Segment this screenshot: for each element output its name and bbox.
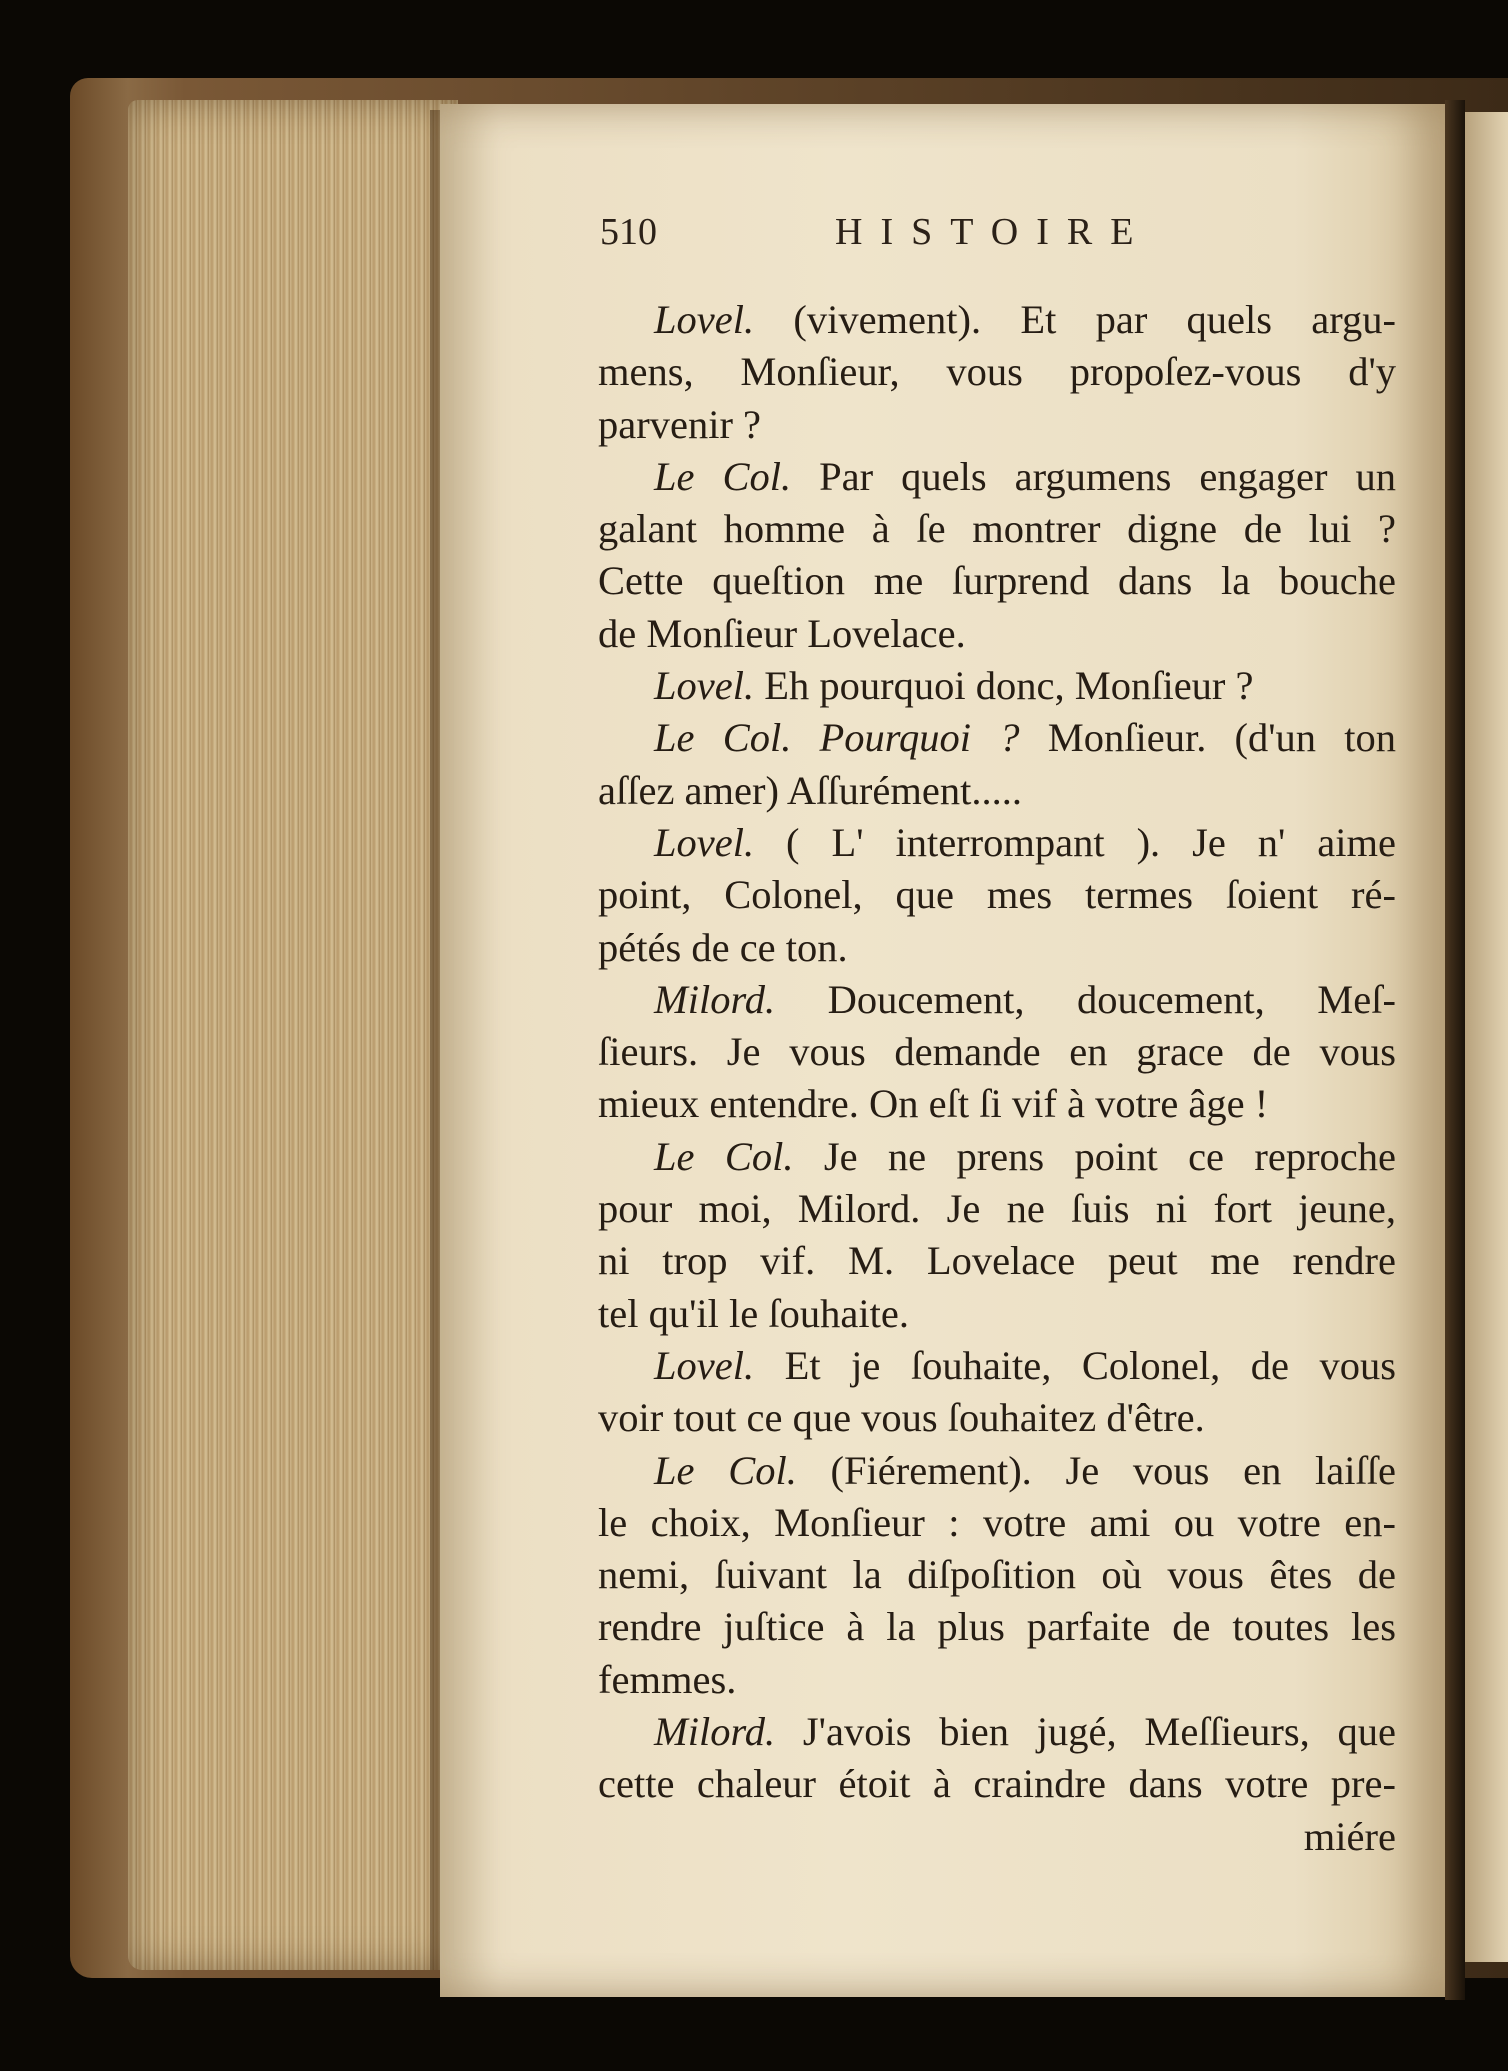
line-text: aſſez amer) Aſſurément..... bbox=[598, 767, 1022, 813]
text-line bbox=[598, 451, 1396, 503]
text-line bbox=[598, 1026, 1396, 1078]
page-number: 510 bbox=[600, 211, 657, 253]
text-line bbox=[598, 399, 1396, 451]
line-text: (vivement). Et par quels argu- bbox=[754, 297, 1396, 342]
text-line bbox=[598, 765, 1396, 817]
line-text: Doucement, doucement, Meſ- bbox=[775, 976, 1396, 1022]
text-line bbox=[598, 974, 1396, 1026]
line-text: tel qu'il le ſouhaite. bbox=[598, 1290, 909, 1336]
text-line bbox=[598, 1183, 1396, 1235]
line-text: de Monſieur Lovelace. bbox=[598, 610, 966, 656]
text-line bbox=[598, 1811, 1396, 1863]
text-line bbox=[598, 555, 1396, 607]
text-line bbox=[598, 1235, 1396, 1287]
line-text: Eh pourquoi donc, Monſieur ? bbox=[754, 663, 1254, 709]
text-line bbox=[598, 294, 1396, 346]
page-header bbox=[600, 210, 1300, 270]
line-text: Par quels argumens engager un bbox=[791, 453, 1396, 499]
text-line bbox=[598, 1497, 1396, 1549]
line-text: pétés de ce ton. bbox=[598, 924, 848, 970]
line-text: femmes. bbox=[598, 1656, 737, 1702]
line-text: Et je ſouhaite, Colonel, de vous bbox=[754, 1342, 1396, 1388]
text-line bbox=[598, 1654, 1396, 1706]
text-line bbox=[598, 869, 1396, 921]
facing-page-edge bbox=[1462, 112, 1508, 1962]
text-line bbox=[598, 712, 1396, 764]
page-block-edges bbox=[128, 100, 458, 1970]
line-text: le choix, Monſieur : votre ami ou votre en- bbox=[598, 1499, 1396, 1545]
text-line bbox=[598, 1445, 1396, 1497]
text-line bbox=[598, 1706, 1396, 1758]
line-text: miére bbox=[1303, 1813, 1396, 1859]
line-text: parvenir ? bbox=[598, 401, 762, 447]
text-line bbox=[598, 1340, 1396, 1392]
line-text: (Fiérement). Je vous en laiſſe bbox=[796, 1447, 1396, 1493]
speaker-name: Le Col. Pourquoi ? bbox=[654, 715, 1020, 761]
text-line bbox=[598, 1078, 1396, 1130]
text-line bbox=[598, 1758, 1396, 1810]
speaker-name: Milord. bbox=[654, 1709, 776, 1755]
text-line bbox=[598, 608, 1396, 660]
line-text: Monſieur. (d'un ton bbox=[1019, 715, 1397, 761]
speaker-name: Milord. bbox=[654, 976, 776, 1022]
line-text: ( L' interrompant ). Je n' aime bbox=[754, 819, 1396, 865]
line-text: mieux entendre. On eſt ſi vif à votre âge ! bbox=[598, 1081, 1269, 1127]
line-text: voir tout ce que vous ſouhaitez d'être. bbox=[598, 1395, 1205, 1441]
speaker-name: Le Col. bbox=[654, 1447, 797, 1493]
text-line bbox=[598, 817, 1396, 869]
running-head: HISTOIRE bbox=[835, 211, 1152, 253]
speaker-name: Le Col. bbox=[654, 1133, 794, 1179]
text-line bbox=[598, 346, 1396, 398]
text-line bbox=[598, 1601, 1396, 1653]
speaker-name: Lovel. bbox=[654, 663, 755, 709]
speaker-name: Lovel. bbox=[654, 297, 755, 342]
line-text: point, Colonel, que mes termes ſoient ré- bbox=[598, 872, 1396, 918]
speaker-name: Le Col. bbox=[654, 453, 792, 499]
line-text: nemi, ſuivant la diſpoſition où vous êtes de bbox=[598, 1552, 1396, 1598]
line-text: ſieurs. Je vous demande en grace de vous bbox=[598, 1029, 1396, 1075]
speaker-name: Lovel. bbox=[654, 1342, 755, 1388]
line-text: Je ne prens point ce reproche bbox=[793, 1133, 1397, 1179]
text-line bbox=[598, 503, 1396, 555]
page-text bbox=[598, 294, 1396, 1863]
line-text: Cette queſtion me ſurprend dans la bouche bbox=[598, 558, 1396, 604]
text-line bbox=[598, 1392, 1396, 1444]
text-line bbox=[598, 1549, 1396, 1601]
line-text: pour moi, Milord. Je ne ſuis ni fort jeune, bbox=[598, 1186, 1396, 1232]
speaker-name: Lovel. bbox=[654, 819, 755, 865]
line-text: cette chaleur étoit à craindre dans votre pre- bbox=[598, 1761, 1396, 1807]
text-line bbox=[598, 1131, 1396, 1183]
line-text: mens, Monſieur, vous propoſez-vous d'y bbox=[598, 349, 1396, 395]
book-gutter bbox=[1445, 100, 1465, 2000]
text-line bbox=[598, 660, 1396, 712]
text-line bbox=[598, 922, 1396, 974]
line-text: rendre juſtice à la plus parfaite de toutes les bbox=[598, 1604, 1396, 1650]
line-text: J'avois bien jugé, Meſſieurs, que bbox=[775, 1709, 1396, 1755]
line-text: galant homme à ſe montrer digne de lui ? bbox=[598, 506, 1396, 552]
text-line bbox=[598, 1288, 1396, 1340]
line-text: ni trop vif. M. Lovelace peut me rendre bbox=[598, 1238, 1396, 1284]
